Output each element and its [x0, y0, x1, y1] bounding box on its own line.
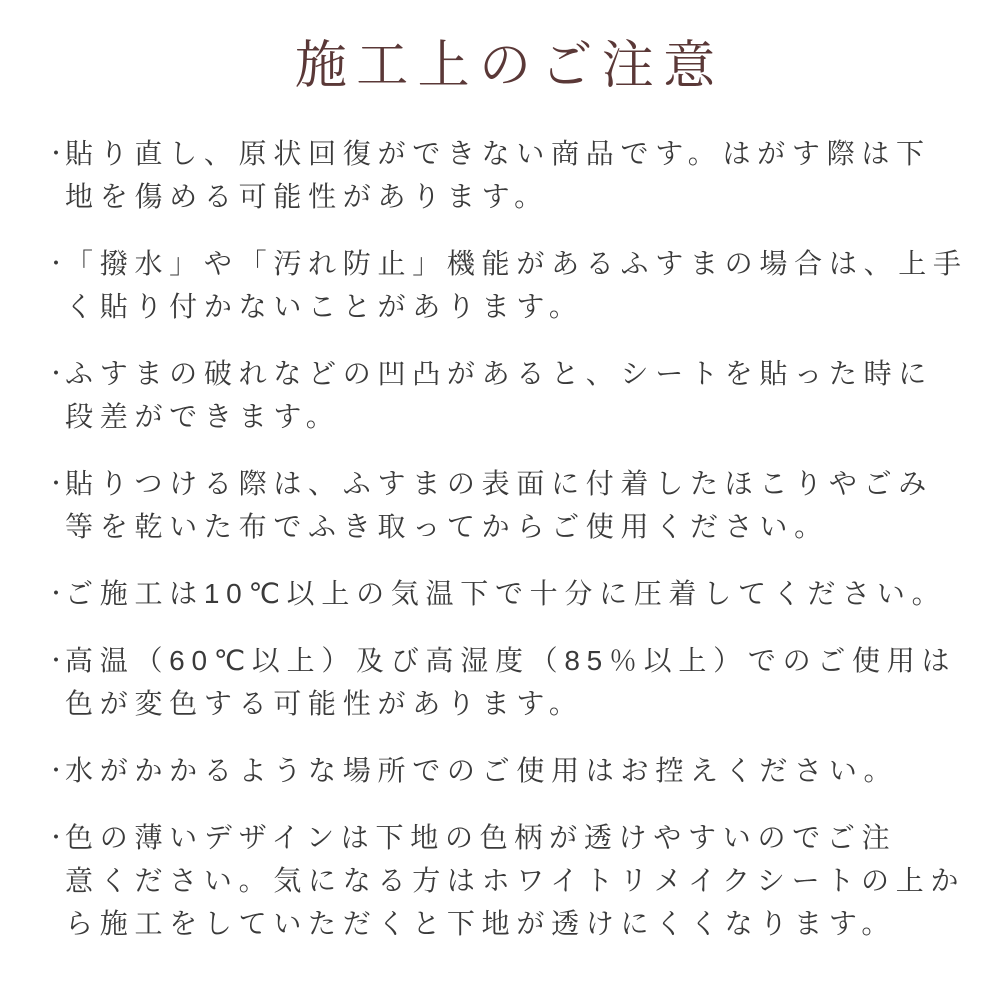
bullet-icon: ・	[45, 471, 68, 496]
notes-list	[45, 132, 968, 945]
note-line: 意ください。気になる方はホワイトリメイクシートの上か	[65, 865, 966, 896]
note-line: ご施工は10℃以上の気温下で十分に圧着してください。	[65, 578, 947, 609]
note-item	[45, 749, 960, 792]
note-text	[65, 639, 960, 725]
note-text	[65, 749, 960, 792]
note-line: 高温（60℃以上）及び高湿度（85％以上）でのご使用は	[65, 645, 957, 676]
note-item	[45, 462, 960, 548]
note-text	[65, 572, 960, 615]
note-item	[45, 352, 960, 438]
note-line: 地を傷める可能性があります。	[65, 181, 549, 212]
note-line: 「撥水」や「汚れ防止」機能があるふすまの場合は、上手	[65, 248, 968, 279]
note-text	[65, 816, 966, 945]
note-item	[45, 242, 968, 328]
note-item	[45, 572, 960, 615]
note-line: 水がかかるような場所でのご使用はお控えください。	[65, 755, 899, 786]
bullet-icon: ・	[45, 361, 68, 386]
bullet-icon: ・	[45, 141, 68, 166]
bullet-icon: ・	[45, 758, 68, 783]
note-line: 色が変色する可能性があります。	[65, 688, 584, 719]
note-line: く貼り付かないことがあります。	[65, 291, 584, 322]
note-item	[45, 816, 966, 945]
page-title: 施工上のご注意	[294, 37, 725, 95]
note-text	[65, 352, 960, 438]
note-text	[65, 462, 960, 548]
note-text	[65, 132, 960, 218]
note-line: 貼りつける際は、ふすまの表面に付着したほこりやごみ	[65, 468, 934, 499]
bullet-icon: ・	[45, 825, 68, 850]
bullet-icon: ・	[45, 251, 68, 276]
bullet-icon: ・	[45, 648, 68, 673]
note-line: 段差ができます。	[65, 401, 341, 432]
note-text	[65, 242, 968, 328]
note-line: 等を乾いた布でふき取ってからご使用ください。	[65, 511, 829, 542]
note-line: ら施工をしていただくと下地が透けにくくなります。	[65, 908, 897, 939]
bullet-icon: ・	[45, 581, 68, 606]
note-line: 貼り直し、原状回復ができない商品です。はがす際は下	[65, 138, 931, 169]
note-line: ふすまの破れなどの凹凸があると、シートを貼った時に	[65, 358, 934, 389]
note-item	[45, 132, 960, 218]
note-item	[45, 639, 960, 725]
note-line: 色の薄いデザインは下地の色柄が透けやすいのでご注	[65, 822, 897, 853]
